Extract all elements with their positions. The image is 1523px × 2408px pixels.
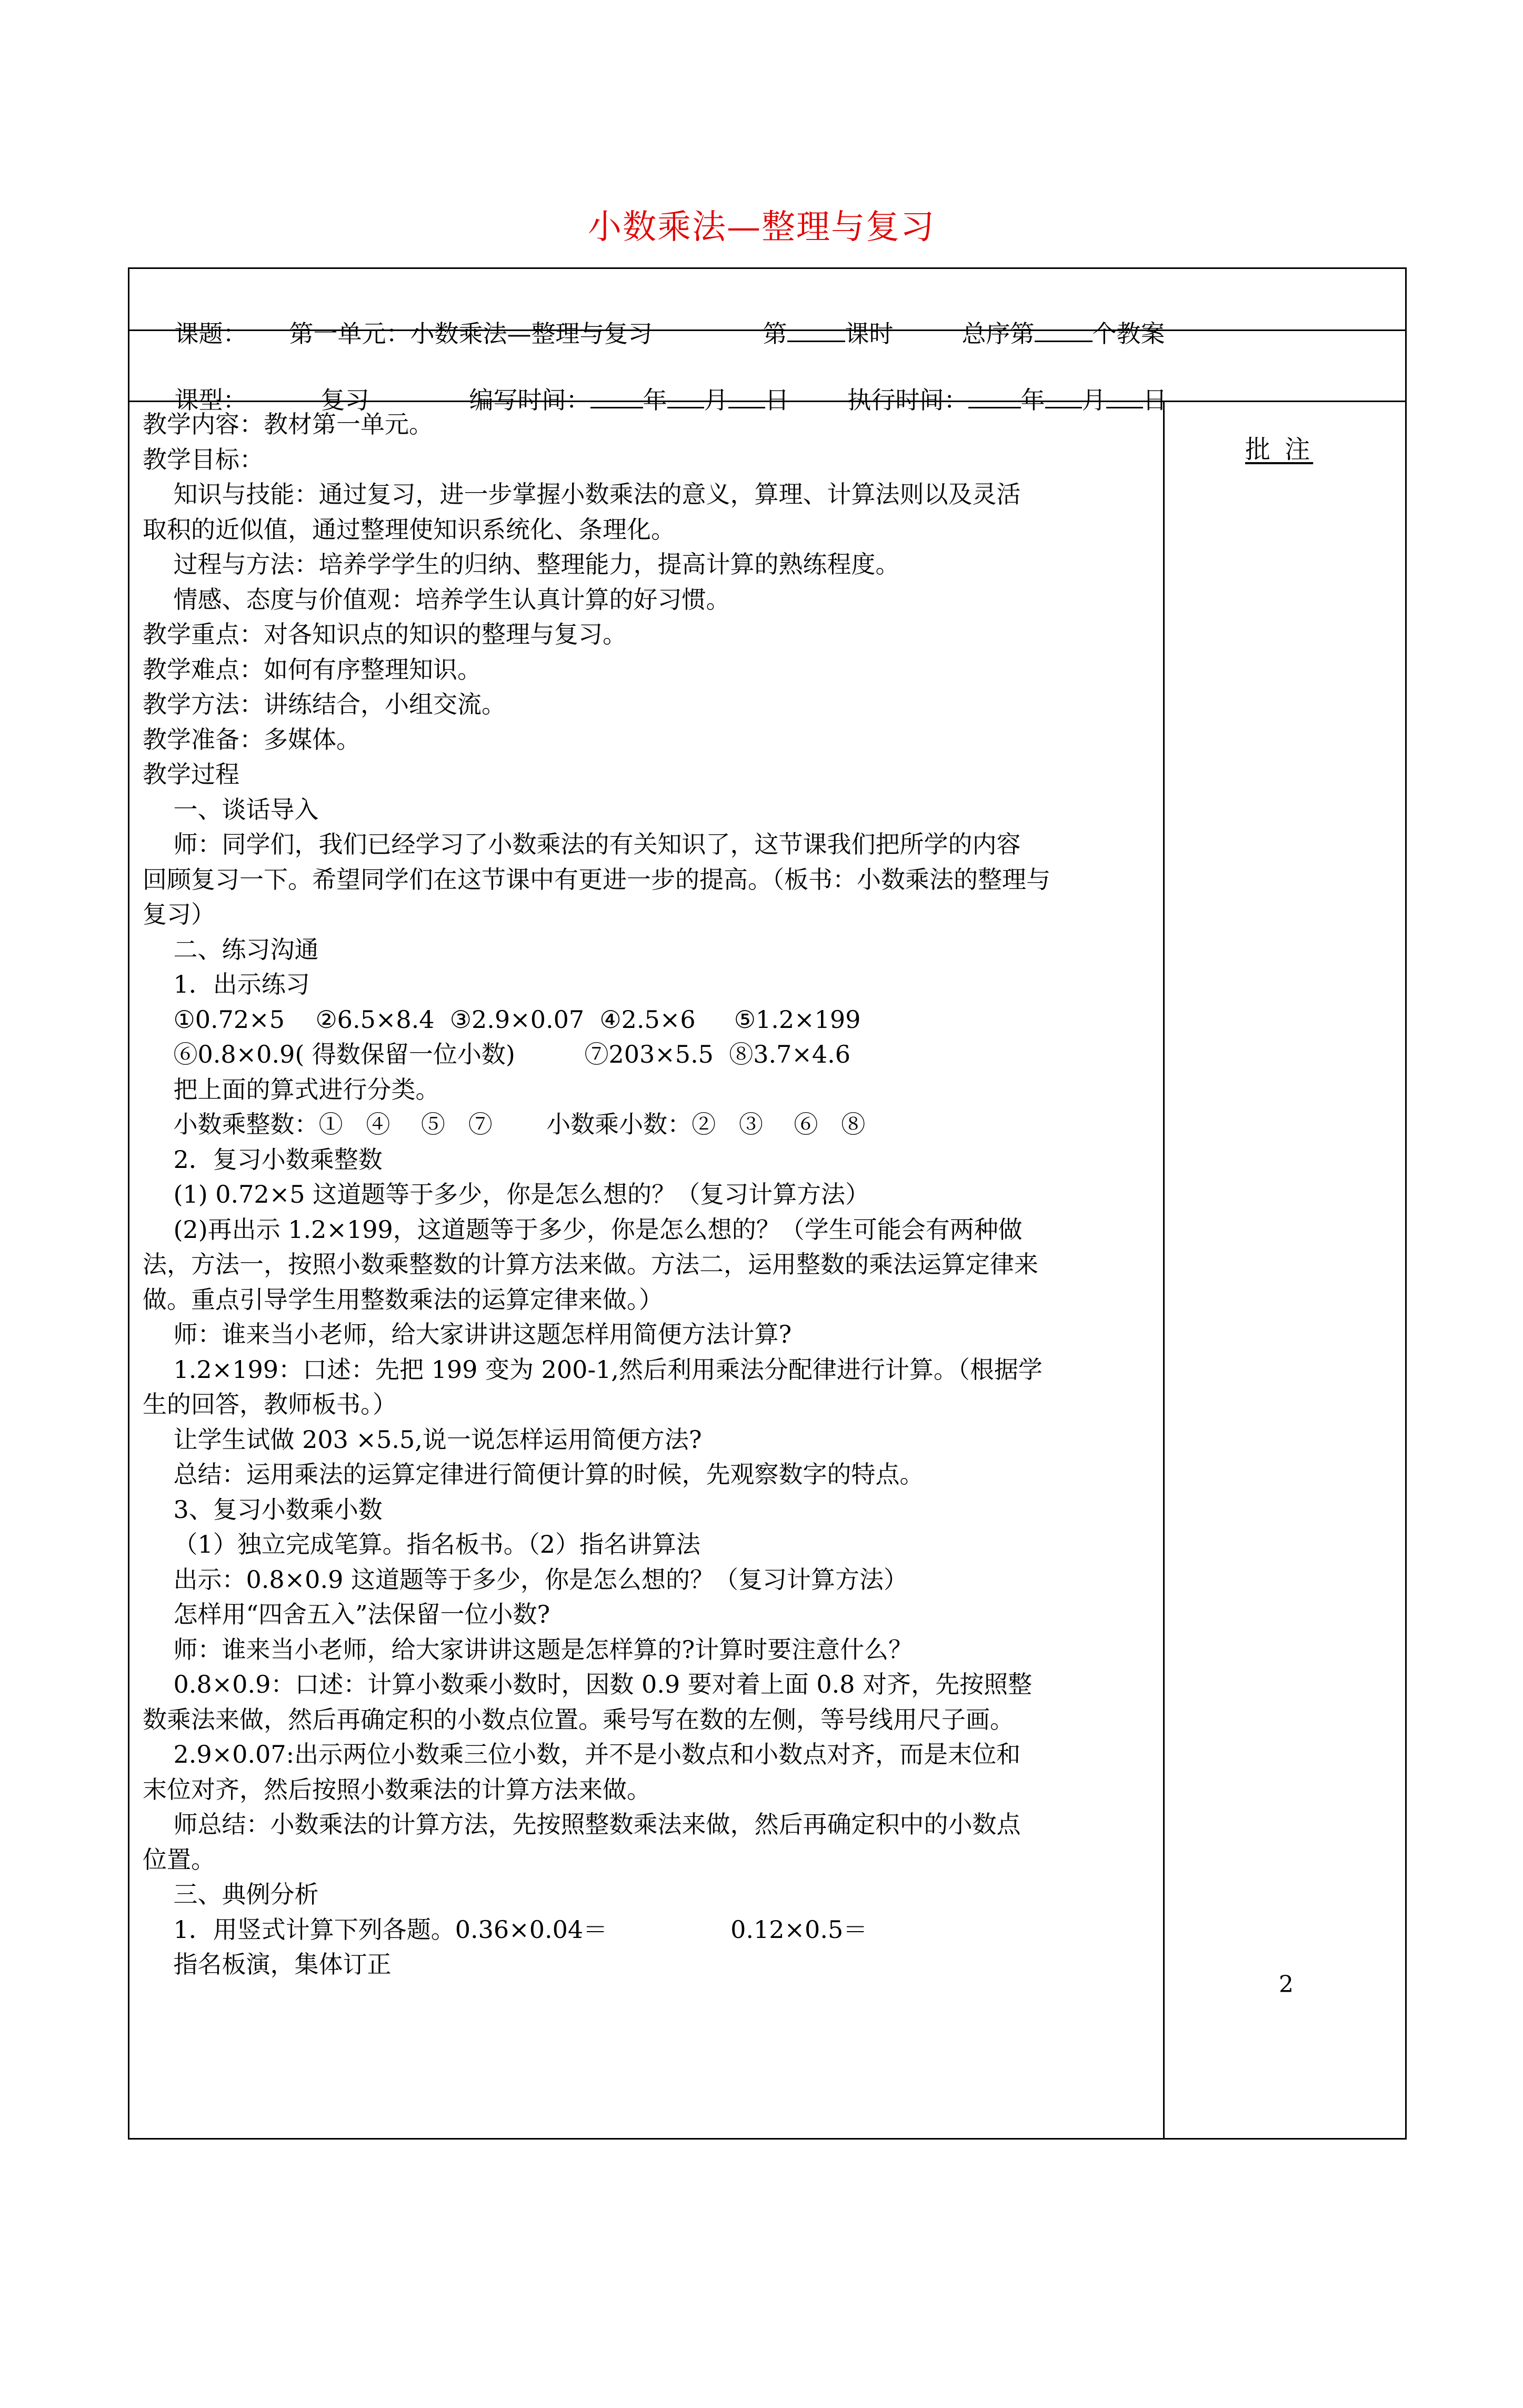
write-month-blank[interactable] — [667, 383, 704, 408]
line: 1．出示练习 — [143, 970, 310, 998]
line: 教学重点：对各知识点的知识的整理与复习。 — [143, 620, 627, 648]
line: 把上面的算式进行分类。 — [143, 1075, 440, 1104]
line: 三、典例分析 — [143, 1880, 319, 1909]
line: 教学过程 — [143, 760, 239, 788]
line: ①0.72×5 ②6.5×8.4 ③2.9×0.07 ④2.5×6 ⑤1.2×199 — [143, 1005, 861, 1034]
exec-day-blank[interactable] — [1106, 383, 1143, 408]
topic-value: 第一单元：小数乘法—整理与复习 — [289, 319, 653, 348]
order-blank[interactable] — [1035, 316, 1093, 342]
line: 出示：0.8×0.9 这道题等于多少，你是怎么想的？（复习计算方法） — [143, 1565, 908, 1594]
order-prefix: 总序第 — [961, 319, 1035, 348]
table-visible — [128, 267, 1407, 2140]
exec-year-label: 年 — [1020, 386, 1045, 414]
line: 教学难点：如何有序整理知识。 — [143, 655, 482, 684]
line: 回顾复习一下。希望同学们在这节课中有更进一步的提高。（板书：小数乘法的整理与 — [143, 865, 1050, 894]
line: 过程与方法：培养学学生的归纳、整理能力，提高计算的熟练程度。 — [143, 550, 900, 578]
line: 师：同学们，我们已经学习了小数乘法的有关知识了，这节课我们把所学的内容 — [143, 830, 1021, 858]
line: 法，方法一，按照小数乘整数的计算方法来做。方法二，运用整数的乘法运算定律来 — [143, 1250, 1038, 1278]
line: 教学目标： — [143, 445, 264, 474]
page-title: 小数乘法—整理与复习 — [588, 208, 935, 247]
topic-label: 课题： — [174, 319, 247, 348]
line: 教学准备：多媒体。 — [143, 725, 360, 754]
line: 教学方法：讲练结合，小组交流。 — [143, 690, 506, 718]
line: 0.8×0.9：口述：计算小数乘小数时，因数 0.9 要对着上面 0.8 对齐，先按照整 — [143, 1670, 1033, 1698]
lesson-blank[interactable] — [787, 316, 845, 342]
line: 指名板演，集体订正 — [143, 1950, 392, 1979]
exec-month-blank[interactable] — [1045, 383, 1082, 408]
line: (1) 0.72×5 这道题等于多少，你是怎么想的？（复习计算方法） — [143, 1180, 870, 1208]
write-year-blank[interactable] — [590, 383, 643, 408]
write-day-label: 日 — [765, 386, 789, 414]
line: 让学生试做 203 ×5.5,说一说怎样运用简便方法? — [143, 1425, 702, 1454]
line: 生的回答，教师板书。） — [143, 1390, 397, 1418]
line: 小数乘整数：① ④ ⑤ ⑦ 小数乘小数：② ③ ⑥ ⑧ — [143, 1110, 866, 1138]
line: 教学内容：教材第一单元。 — [143, 410, 433, 438]
lesson-prefix: 第 — [763, 319, 787, 348]
type-value: 复习 — [320, 386, 369, 414]
exec-year-blank[interactable] — [968, 383, 1021, 408]
line: ⑥0.8×0.9( 得数保留一位小数) ⑦203×5.5 ⑧3.7×4.6 — [143, 1040, 851, 1068]
line: 3、复习小数乘小数 — [143, 1495, 383, 1524]
write-time-label: 编写时间： — [469, 386, 590, 414]
line: （1）独立完成笔算。指名板书。（2）指名讲算法 — [143, 1530, 701, 1558]
exec-time-label: 执行时间： — [847, 386, 968, 414]
line: 1.2×199：口述：先把 199 变为 200-1,然后利用乘法分配律进行计算。（根据学 — [143, 1355, 1043, 1384]
exec-month-label: 月 — [1081, 386, 1106, 414]
line: 二、练习沟通 — [143, 935, 319, 964]
exec-day-label: 日 — [1143, 386, 1167, 414]
write-day-blank[interactable] — [728, 383, 765, 408]
line: 取积的近似值，通过整理使知识系统化、条理化。 — [143, 515, 675, 544]
lesson-suffix: 课时 — [845, 319, 894, 348]
page-number: 2 — [1279, 1971, 1294, 1998]
line: 一、谈话导入 — [143, 795, 319, 824]
line: 怎样用“四舍五入”法保留一位小数? — [143, 1600, 550, 1628]
line: 末位对齐，然后按照小数乘法的计算方法来做。 — [143, 1775, 651, 1804]
line: 2．复习小数乘整数 — [143, 1145, 383, 1174]
line: 做。重点引导学生用整数乘法的运算定律来做。） — [143, 1285, 663, 1314]
line: 位置。 — [143, 1845, 215, 1874]
line: 数乘法来做，然后再确定积的小数点位置。乘号写在数的左侧，等号线用尺子画。 — [143, 1705, 1014, 1734]
line: 师总结：小数乘法的计算方法，先按照整数乘法来做，然后再确定积中的小数点 — [143, 1810, 1021, 1839]
line: 1．用竖式计算下列各题。0.36×0.04＝ 0.12×0.5＝ — [143, 1915, 868, 1944]
line: (2)再出示 1.2×199，这道题等于多少，你是怎么想的？（学生可能会有两种做 — [143, 1215, 1023, 1244]
column-divider — [1163, 401, 1165, 2138]
type-label: 课型： — [174, 386, 247, 414]
line: 知识与技能：通过复习，进一步掌握小数乘法的意义，算理、计算法则以及灵活 — [143, 480, 1021, 508]
lesson-body — [143, 407, 1153, 1982]
line: 师：谁来当小老师，给大家讲讲这题是怎样算的?计算时要注意什么？ — [143, 1635, 913, 1664]
write-month-label: 月 — [704, 386, 728, 414]
write-year-label: 年 — [643, 386, 667, 414]
line: 总结：运用乘法的运算定律进行简便计算的时候，先观察数字的特点。 — [143, 1460, 924, 1488]
annotation-column-heading: 批 注 — [1245, 435, 1314, 464]
line: 复习） — [143, 900, 215, 928]
line: 情感、态度与价值观：培养学生认真计算的好习惯。 — [143, 585, 730, 614]
line: 2.9×0.07:出示两位小数乘三位小数，并不是小数点和小数点对齐，而是末位和 — [143, 1740, 1021, 1768]
line: 师：谁来当小老师，给大家讲讲这题怎样用简便方法计算? — [143, 1320, 792, 1348]
order-suffix: 个教案 — [1092, 319, 1165, 348]
